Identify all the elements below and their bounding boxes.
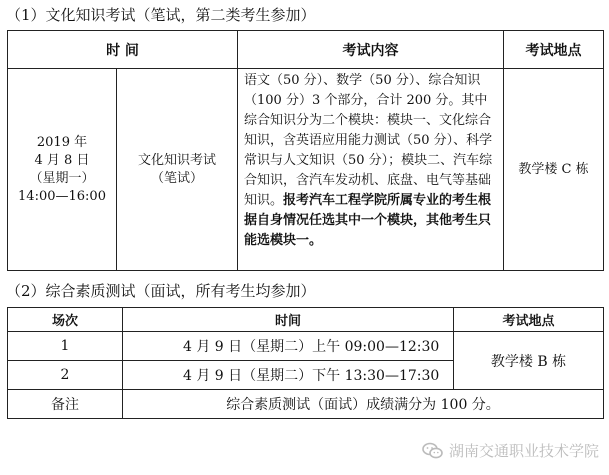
note-label: 备注 bbox=[8, 390, 123, 419]
interview-table bbox=[7, 307, 604, 419]
header-time: 时 间 bbox=[8, 31, 238, 69]
exam-type-line: （笔试） bbox=[150, 170, 203, 186]
exam-content-cell bbox=[238, 69, 504, 271]
wechat-icon bbox=[422, 442, 444, 460]
table-row bbox=[8, 69, 604, 271]
date-line: 2019 年 bbox=[36, 134, 88, 150]
note-row bbox=[8, 390, 604, 419]
table-header-row bbox=[8, 308, 604, 332]
header-location: 考试地点 bbox=[454, 308, 604, 332]
header-time: 时间 bbox=[123, 308, 454, 332]
content-bold-text: 报考汽车工程学院所属专业的考生根据自身情况任选其中一个模块，其他考生只能选模块一。 bbox=[244, 193, 492, 248]
time-slot-cell: 4 月 9 日（星期二）上午 09:00—12:30 bbox=[123, 332, 454, 361]
watermark bbox=[422, 440, 599, 461]
watermark-text: 湖南交通职业技术学院 bbox=[448, 442, 599, 460]
exam-date-cell bbox=[8, 69, 117, 271]
exam-type-line: 文化知识考试 bbox=[137, 152, 216, 168]
interview-location-cell: 教学楼 B 栋 bbox=[454, 332, 604, 390]
written-exam-table bbox=[7, 30, 604, 271]
note-text: 综合素质测试（面试）成绩满分为 100 分。 bbox=[123, 390, 604, 419]
date-line: （星期一） bbox=[29, 170, 95, 186]
content-text: 语文（50 分）、数学（50 分）、综合知识（100 分）3 个部分，合计 200 分。其中综合知识分为二个模块：模块一、文化综合知识，含英语应用能力测试（50 分）、科学常识与人文知识（50 分）；模块二、汽车综合知识，含汽车发动机、底盘、电气等基础知识。 bbox=[244, 73, 493, 208]
exam-location-cell: 教学楼 C 栋 bbox=[504, 69, 604, 271]
header-content: 考试内容 bbox=[238, 31, 504, 69]
session-cell: 1 bbox=[8, 332, 123, 361]
table-row bbox=[8, 332, 604, 361]
header-location: 考试地点 bbox=[504, 31, 604, 69]
date-line: 4 月 8 日 bbox=[34, 152, 90, 168]
section2-heading: （2）综合素质测试（面试，所有考生均参加） bbox=[6, 282, 316, 300]
section1-heading: （1）文化知识考试（笔试，第二类考生参加） bbox=[6, 6, 316, 24]
date-line: 14:00—16:00 bbox=[18, 188, 106, 204]
session-cell: 2 bbox=[8, 361, 123, 390]
time-slot-cell: 4 月 9 日（星期二）下午 13:30—17:30 bbox=[123, 361, 454, 390]
exam-type-cell bbox=[117, 69, 238, 271]
table-header-row bbox=[8, 31, 604, 69]
header-session: 场次 bbox=[8, 308, 123, 332]
